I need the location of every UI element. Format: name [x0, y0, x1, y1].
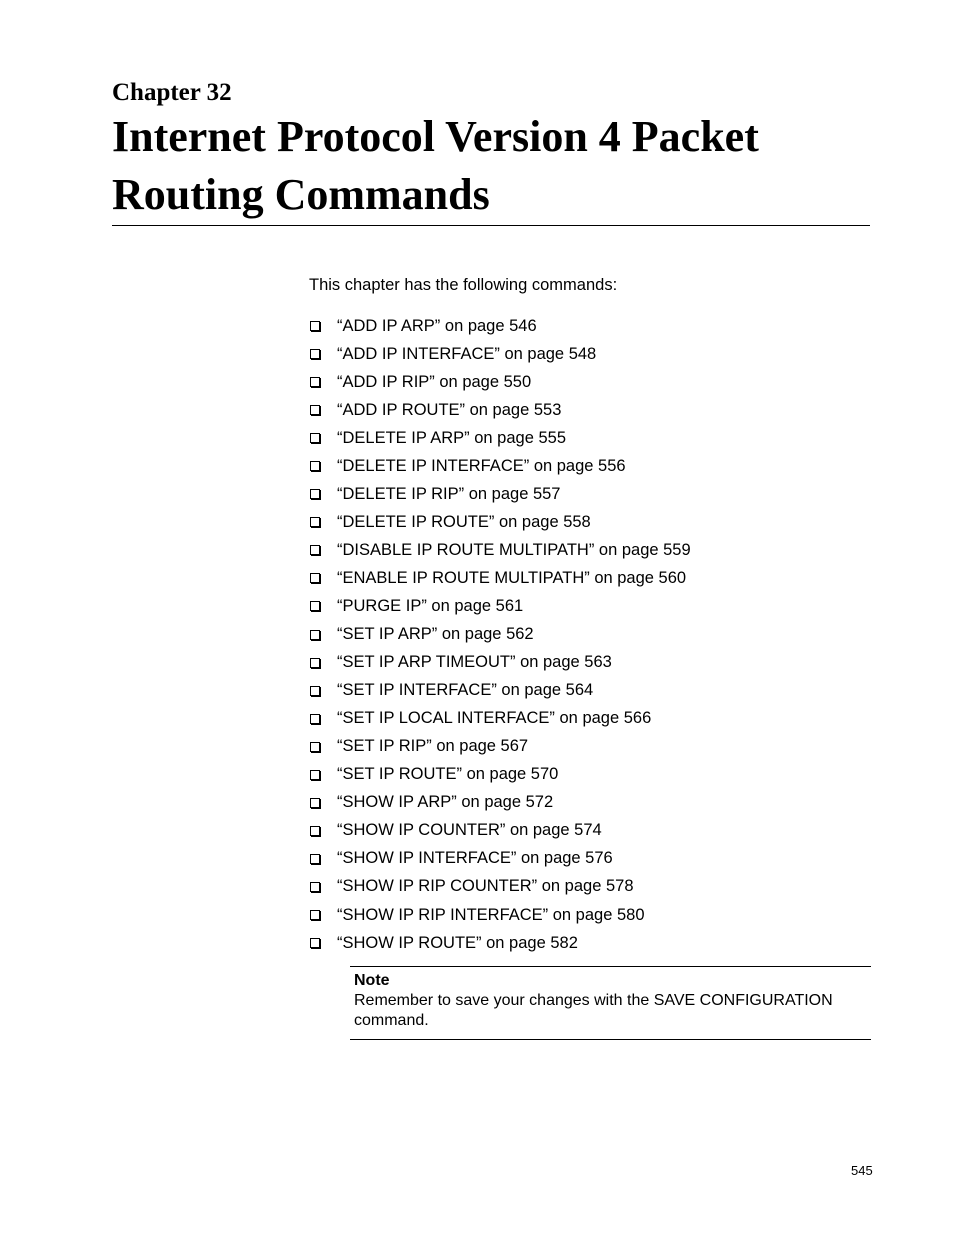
- command-link[interactable]: “SET IP RIP” on page 567: [337, 737, 529, 756]
- command-list-item[interactable]: [309, 340, 691, 368]
- command-link[interactable]: “PURGE IP” on page 561: [337, 596, 524, 615]
- checkbox-bullet-icon: [310, 630, 320, 640]
- checkbox-bullet-icon: [310, 461, 320, 471]
- command-list-item[interactable]: [309, 733, 691, 761]
- note-heading: Note: [354, 972, 390, 989]
- command-list-item[interactable]: [309, 424, 691, 452]
- command-list-item[interactable]: [309, 705, 691, 733]
- command-list-item[interactable]: [309, 873, 691, 901]
- command-link[interactable]: “SHOW IP RIP COUNTER” on page 578: [337, 877, 634, 896]
- checkbox-bullet-icon: [310, 686, 320, 696]
- command-link[interactable]: “ADD IP ROUTE” on page 553: [337, 400, 562, 419]
- checkbox-bullet-icon: [310, 714, 320, 724]
- command-list-item[interactable]: [309, 929, 691, 957]
- checkbox-bullet-icon: [310, 910, 320, 920]
- command-list-item[interactable]: [309, 452, 691, 480]
- command-list-item[interactable]: [309, 368, 691, 396]
- command-list-item[interactable]: [309, 480, 691, 508]
- command-link[interactable]: “DELETE IP ROUTE” on page 558: [337, 512, 591, 531]
- title-divider: [112, 225, 870, 226]
- command-link[interactable]: “SHOW IP ARP” on page 572: [337, 793, 554, 812]
- command-list-item[interactable]: [309, 508, 691, 536]
- command-link[interactable]: “DISABLE IP ROUTE MULTIPATH” on page 559: [337, 540, 691, 559]
- checkbox-bullet-icon: [310, 882, 320, 892]
- note-box: [350, 966, 871, 1040]
- checkbox-bullet-icon: [310, 938, 320, 948]
- checkbox-bullet-icon: [310, 377, 320, 387]
- command-link[interactable]: “SET IP INTERFACE” on page 564: [337, 681, 594, 700]
- command-list-item[interactable]: [309, 621, 691, 649]
- checkbox-bullet-icon: [310, 601, 320, 611]
- command-link[interactable]: “SHOW IP INTERFACE” on page 576: [337, 849, 613, 868]
- command-list: [309, 312, 691, 957]
- command-list-item[interactable]: [309, 396, 691, 424]
- command-list-item[interactable]: [309, 536, 691, 564]
- checkbox-bullet-icon: [310, 798, 320, 808]
- command-list-item[interactable]: [309, 761, 691, 789]
- checkbox-bullet-icon: [310, 545, 320, 555]
- checkbox-bullet-icon: [310, 489, 320, 499]
- checkbox-bullet-icon: [310, 573, 320, 583]
- command-link[interactable]: “SHOW IP RIP INTERFACE” on page 580: [337, 905, 645, 924]
- command-link[interactable]: “DELETE IP ARP” on page 555: [337, 428, 566, 447]
- command-link[interactable]: “ENABLE IP ROUTE MULTIPATH” on page 560: [337, 568, 687, 587]
- command-list-item[interactable]: [309, 817, 691, 845]
- command-link[interactable]: “SET IP ARP” on page 562: [337, 625, 534, 644]
- checkbox-bullet-icon: [310, 770, 320, 780]
- command-list-item[interactable]: [309, 677, 691, 705]
- intro-text: This chapter has the following commands:: [309, 276, 618, 294]
- page-number: 545: [851, 1163, 873, 1178]
- command-list-item[interactable]: [309, 789, 691, 817]
- checkbox-bullet-icon: [310, 854, 320, 864]
- command-link[interactable]: “ADD IP INTERFACE” on page 548: [337, 344, 597, 363]
- command-link[interactable]: “DELETE IP RIP” on page 557: [337, 484, 561, 503]
- command-link[interactable]: “SHOW IP ROUTE” on page 582: [337, 933, 578, 952]
- checkbox-bullet-icon: [310, 517, 320, 527]
- command-link[interactable]: “SHOW IP COUNTER” on page 574: [337, 821, 602, 840]
- checkbox-bullet-icon: [310, 405, 320, 415]
- command-list-item[interactable]: [309, 901, 691, 929]
- chapter-label: Chapter 32: [112, 79, 232, 106]
- note-text: Remember to save your changes with the SAVE CONFIGURATION command.: [354, 992, 833, 1029]
- command-list-item[interactable]: [309, 592, 691, 620]
- checkbox-bullet-icon: [310, 658, 320, 668]
- command-link[interactable]: “SET IP LOCAL INTERFACE” on page 566: [337, 709, 652, 728]
- command-list-item[interactable]: [309, 649, 691, 677]
- command-link[interactable]: “DELETE IP INTERFACE” on page 556: [337, 456, 626, 475]
- checkbox-bullet-icon: [310, 433, 320, 443]
- chapter-title: Internet Protocol Version 4 Packet Routing Commands: [112, 112, 759, 219]
- command-link[interactable]: “ADD IP RIP” on page 550: [337, 372, 532, 391]
- command-list-item[interactable]: [309, 312, 691, 340]
- checkbox-bullet-icon: [310, 742, 320, 752]
- command-link[interactable]: “SET IP ARP TIMEOUT” on page 563: [337, 653, 612, 672]
- command-list-item[interactable]: [309, 845, 691, 873]
- checkbox-bullet-icon: [310, 349, 320, 359]
- checkbox-bullet-icon: [310, 826, 320, 836]
- command-link[interactable]: “ADD IP ARP” on page 546: [337, 316, 537, 335]
- command-link[interactable]: “SET IP ROUTE” on page 570: [337, 765, 559, 784]
- command-list-item[interactable]: [309, 564, 691, 592]
- checkbox-bullet-icon: [310, 321, 320, 331]
